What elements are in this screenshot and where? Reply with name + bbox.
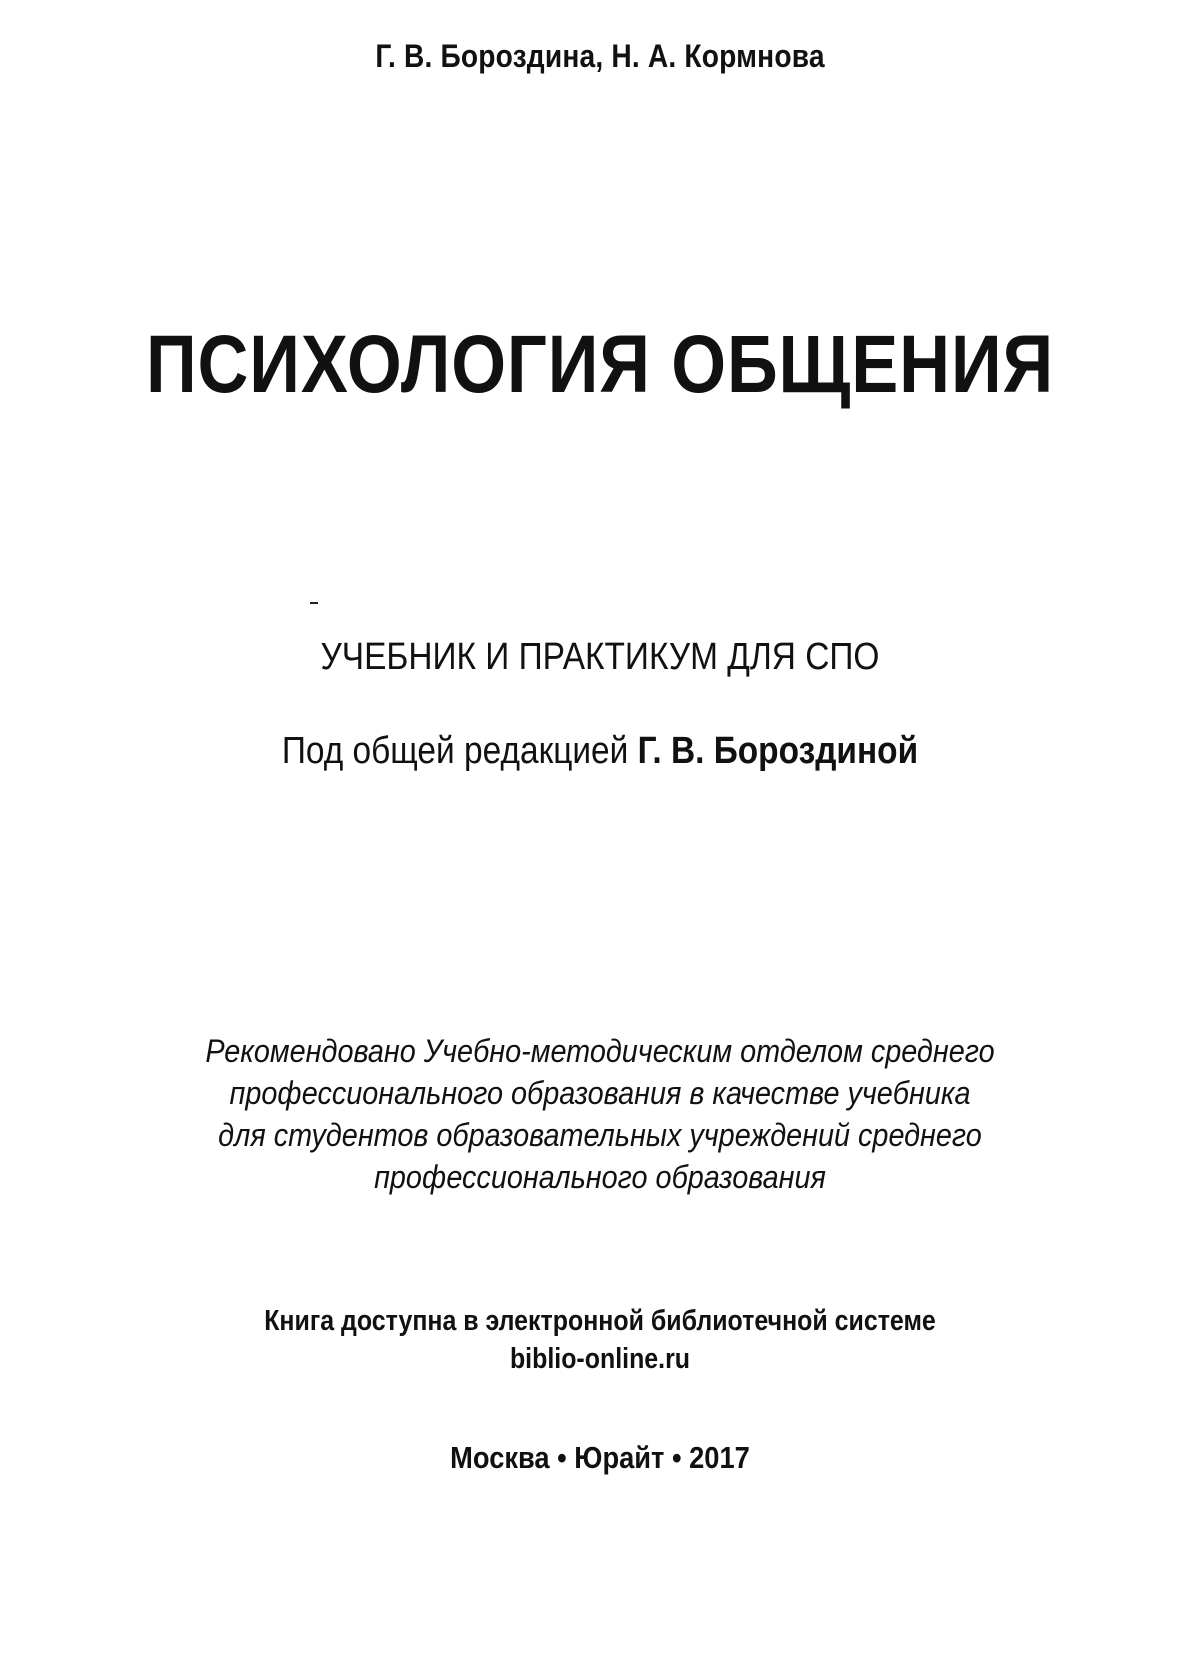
recommendation-block [60,1030,1140,1198]
book-subtitle: УЧЕБНИК И ПРАКТИКУМ ДЛЯ СПО [320,636,880,678]
recommendation-line: Рекомендовано Учебно-методическим отделом среднего [205,1033,995,1069]
online-availability [84,1302,1116,1378]
online-url: biblio-online.ru [509,1343,691,1375]
recommendation-line: профессионального образования [374,1159,826,1195]
publisher-imprint: Москва • Юрайт • 2017 [450,1440,750,1475]
online-notice: Книга доступна в электронной библиотечной системе [264,1305,936,1337]
editor-prefix: Под общей редакцией [281,730,638,772]
scan-mark [310,602,318,604]
editor-credit [72,730,1128,773]
recommendation-line: профессионального образования в качестве учебника [229,1075,971,1111]
recommendation-line: для студентов образовательных учреждений среднего [218,1117,982,1153]
editor-name: Г. В. Бороздиной [637,730,919,772]
book-authors: Г. В. Бороздина, Н. А. Кормнова [375,38,825,74]
book-title: ПСИХОЛОГИЯ ОБЩЕНИЯ [145,319,1055,410]
